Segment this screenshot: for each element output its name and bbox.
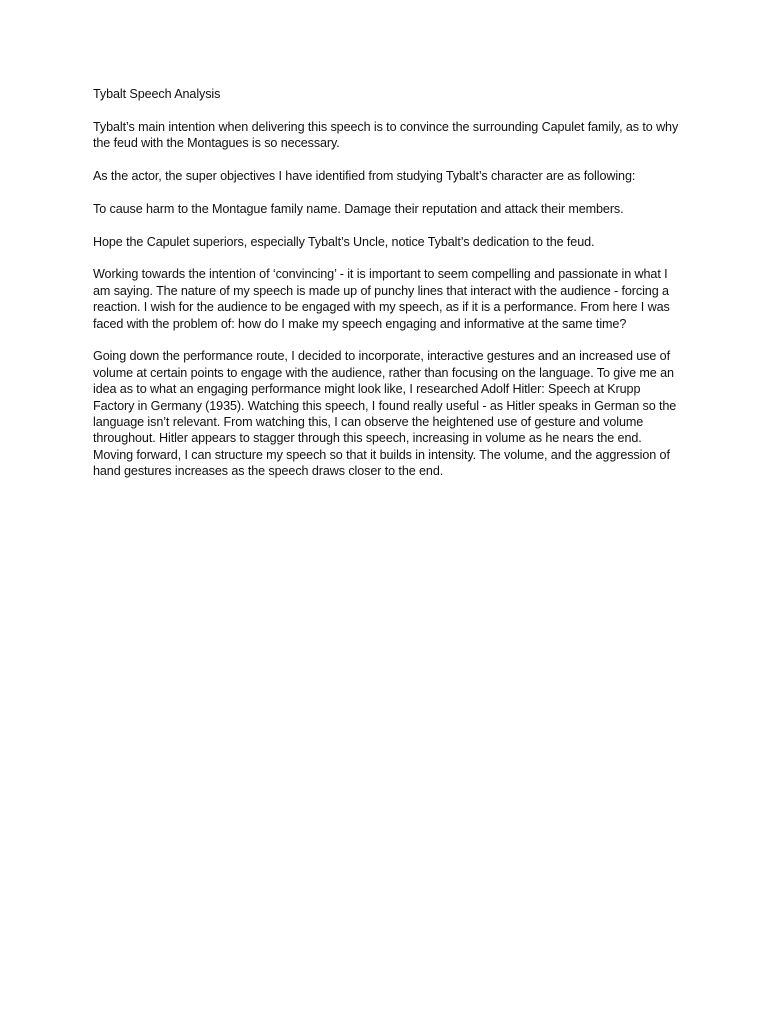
- paragraph-objective-harm: To cause harm to the Montague family name. Damage their reputation and attack their members.: [93, 201, 624, 216]
- paragraph-performance-route: Going down the performance route, I decided to incorporate, interactive gestures and an increased use of volume at certain points to engage with the audience, rather than focusing on the language. To give me an idea as to what an engaging performance might look like, I researched Adolf Hitler: Speech at Krupp Factory in Germany (1935). Watching this speech, I found really useful - as Hitler speaks in German so the language isn’t relevant. From watching this, I can observe the heightened use of gesture and volume throughout. Hitler appears to stagger through this speech, increasing in volume as he nears the end. Moving forward, I can structure my speech so that it builds in intensity. The volume, and the aggression of hand gestures increases as the speech draws closer to the end.: [93, 349, 677, 479]
- paragraph-convincing: Working towards the intention of ‘convincing’ - it is important to seem compelling and passionate in what I am saying. The nature of my speech is made up of punchy lines that interact with the audience - forcing a reaction. I wish for the audience to be engaged with my speech, as if it is a performance. From here I was faced with the problem of: how do I make my speech engaging and informative at the same time?: [93, 267, 670, 331]
- paragraph-objective-capulet: Hope the Capulet superiors, especially Tybalt’s Uncle, notice Tybalt’s dedication to the feud.: [93, 234, 595, 249]
- paragraph-super-objectives-intro: As the actor, the super objectives I have identified from studying Tybalt’s character are as following:: [93, 169, 636, 183]
- document-body: [93, 86, 683, 496]
- paragraph-main-intention: Tybalt’s main intention when delivering this speech is to convince the surrounding Capulet family, as to why the feud with the Montagues is so necessary.: [93, 119, 679, 151]
- document-title: Tybalt Speech Analysis: [93, 87, 221, 101]
